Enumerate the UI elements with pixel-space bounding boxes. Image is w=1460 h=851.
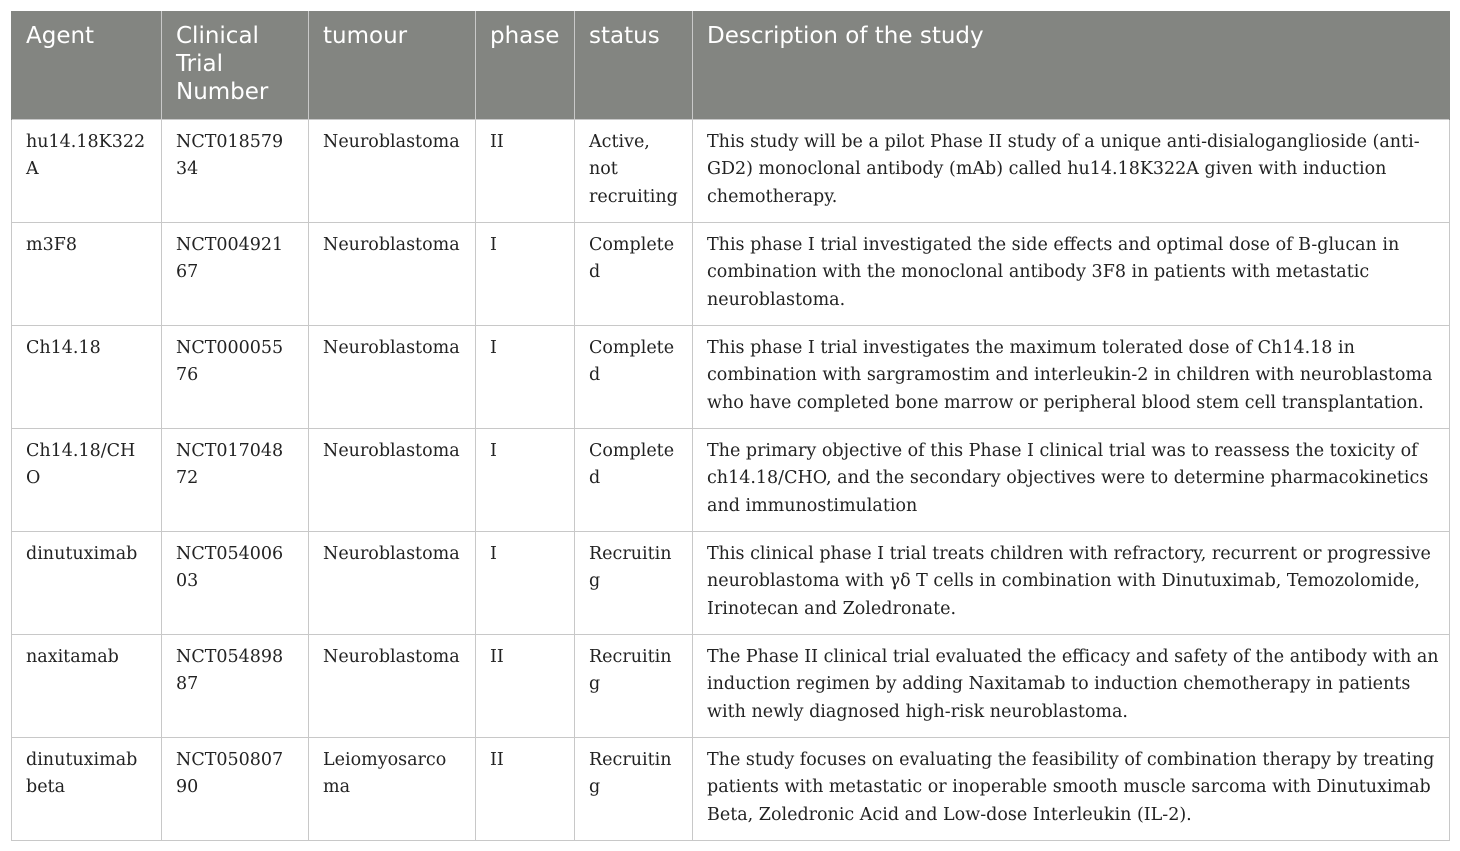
- header-agent: Agent: [12, 11, 162, 119]
- header-phase: phase: [476, 11, 575, 119]
- cell-description: This study will be a pilot Phase II study of a unique anti-disialoganglioside (anti-GD2) monoclonal antibody (mAb) called hu14.18K322A given with induction chemotherapy.: [693, 119, 1450, 222]
- header-tumour: tumour: [309, 11, 476, 119]
- cell-phase: II: [476, 737, 575, 840]
- cell-trial-number: NCT05489887: [162, 634, 309, 737]
- cell-tumour: Neuroblastoma: [309, 119, 476, 222]
- cell-trial-number: NCT05400603: [162, 531, 309, 634]
- header-row: [12, 11, 1450, 119]
- cell-agent: m3F8: [12, 222, 162, 325]
- cell-status: Recruiting: [575, 531, 693, 634]
- cell-phase: II: [476, 119, 575, 222]
- header-status: status: [575, 11, 693, 119]
- cell-phase: II: [476, 634, 575, 737]
- cell-agent: Ch14.18: [12, 325, 162, 428]
- cell-trial-number: NCT01704872: [162, 428, 309, 531]
- cell-status: Completed: [575, 222, 693, 325]
- cell-phase: I: [476, 531, 575, 634]
- cell-phase: I: [476, 428, 575, 531]
- cell-trial-number: NCT00005576: [162, 325, 309, 428]
- table-row: [12, 634, 1450, 737]
- table-row: [12, 428, 1450, 531]
- cell-status: Recruiting: [575, 634, 693, 737]
- cell-tumour: Neuroblastoma: [309, 531, 476, 634]
- cell-status: Recruiting: [575, 737, 693, 840]
- cell-status: Completed: [575, 428, 693, 531]
- table-row: [12, 325, 1450, 428]
- cell-agent: Ch14.18/CHO: [12, 428, 162, 531]
- cell-agent: dinutuximab: [12, 531, 162, 634]
- cell-agent: hu14.18K322A: [12, 119, 162, 222]
- header-description: Description of the study: [693, 11, 1450, 119]
- table-row: [12, 737, 1450, 840]
- cell-agent: dinutuximab beta: [12, 737, 162, 840]
- cell-trial-number: NCT01857934: [162, 119, 309, 222]
- table-header: [12, 11, 1450, 119]
- cell-description: This phase I trial investigates the maximum tolerated dose of Ch14.18 in combination with sargramostim and interleukin-2 in children with neuroblastoma who have completed bone marrow or peripheral blood stem cell transplantation.: [693, 325, 1450, 428]
- cell-status: Completed: [575, 325, 693, 428]
- table-row: [12, 531, 1450, 634]
- table-row: [12, 222, 1450, 325]
- cell-trial-number: NCT05080790: [162, 737, 309, 840]
- cell-description: The study focuses on evaluating the feasibility of combination therapy by treating patients with metastatic or inoperable smooth muscle sarcoma with Dinutuximab Beta, Zoledronic Acid and Low-dose Interleukin (IL-2).: [693, 737, 1450, 840]
- clinical-trials-table-container: [11, 11, 1449, 841]
- cell-tumour: Leiomyosarcoma: [309, 737, 476, 840]
- cell-tumour: Neuroblastoma: [309, 222, 476, 325]
- cell-description: This phase I trial investigated the side effects and optimal dose of B-glucan in combination with the monoclonal antibody 3F8 in patients with metastatic neuroblastoma.: [693, 222, 1450, 325]
- cell-tumour: Neuroblastoma: [309, 634, 476, 737]
- cell-description: The Phase II clinical trial evaluated the efficacy and safety of the antibody with an induction regimen by adding Naxitamab to induction chemotherapy in patients with newly diagnosed high-risk neuroblastoma.: [693, 634, 1450, 737]
- cell-phase: I: [476, 222, 575, 325]
- table-row: [12, 119, 1450, 222]
- cell-tumour: Neuroblastoma: [309, 428, 476, 531]
- table-body: [12, 119, 1450, 840]
- cell-tumour: Neuroblastoma: [309, 325, 476, 428]
- cell-description: The primary objective of this Phase I clinical trial was to reassess the toxicity of ch14.18/CHO, and the secondary objectives were to determine pharmacokinetics and immunostimulation: [693, 428, 1450, 531]
- cell-description: This clinical phase I trial treats children with refractory, recurrent or progressive neuroblastoma with γδ T cells in combination with Dinutuximab, Temozolomide, Irinotecan and Zoledronate.: [693, 531, 1450, 634]
- cell-status: Active, not recruiting: [575, 119, 693, 222]
- cell-phase: I: [476, 325, 575, 428]
- header-trial-number: Clinical Trial Number: [162, 11, 309, 119]
- cell-agent: naxitamab: [12, 634, 162, 737]
- clinical-trials-table: [11, 11, 1450, 841]
- cell-trial-number: NCT00492167: [162, 222, 309, 325]
